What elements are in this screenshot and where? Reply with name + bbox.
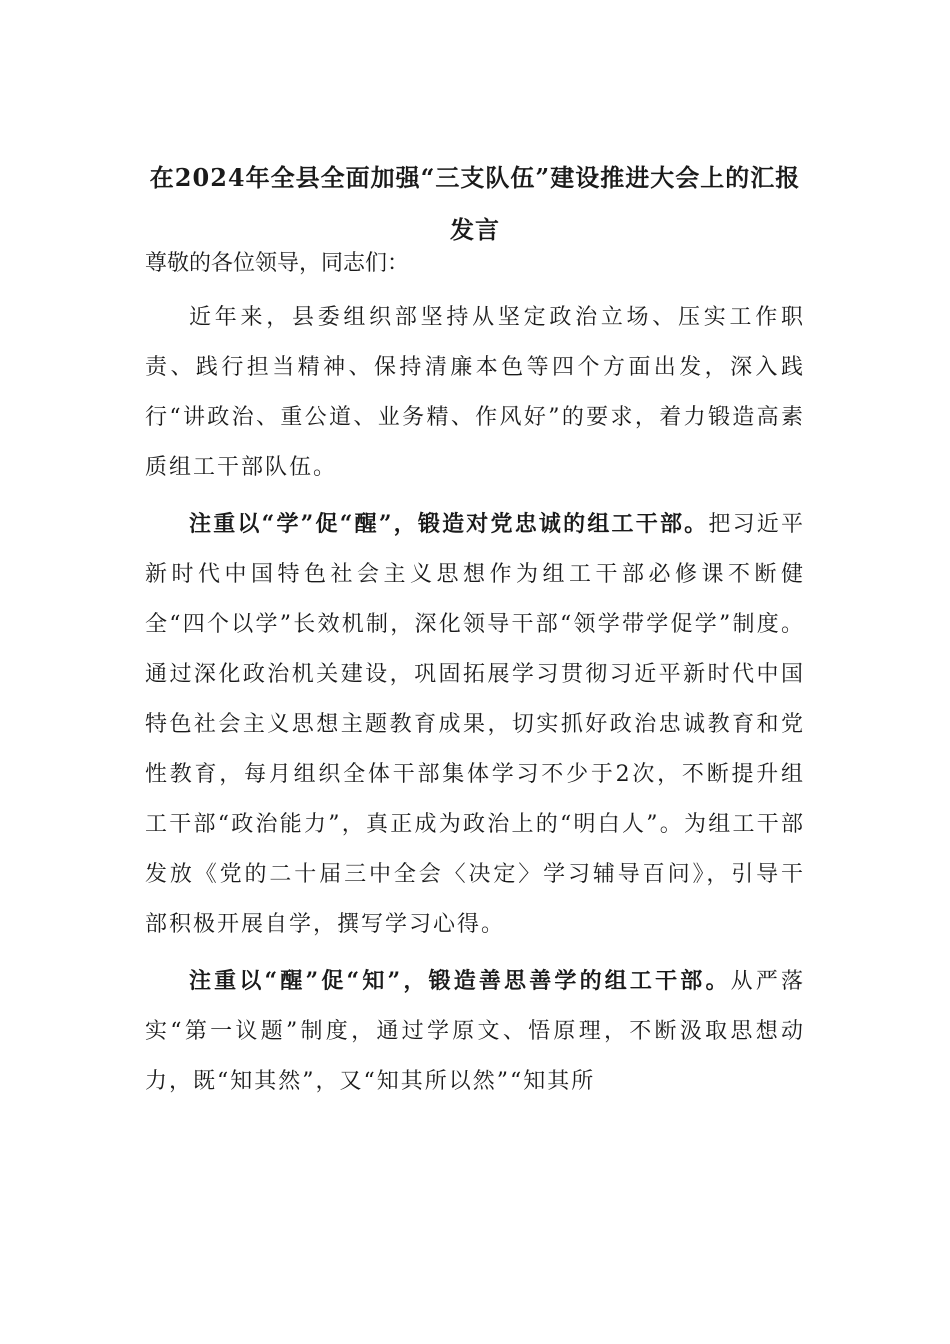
document-title: 在2024年全县全面加强“三支队伍”建设推进大会上的汇报发言 bbox=[149, 163, 801, 244]
document-body bbox=[145, 239, 805, 1107]
paragraph-section-1 bbox=[145, 499, 805, 950]
paragraph-text: 近年来，县委组织部坚持从坚定政治立场、压实工作职责、践行担当精神、保持清廉本色等四个方面出发，深入践行“讲政治、重公道、业务精、作风好”的要求，着力锻造高素质组工干部队伍。 bbox=[145, 305, 805, 480]
paragraph-intro bbox=[145, 293, 805, 493]
salutation: 尊敬的各位领导，同志们： bbox=[145, 251, 410, 276]
paragraph-lead: 注重以“醒”促“知”，锻造善思善学的组工干部。 bbox=[189, 968, 731, 994]
paragraph-text: 把习近平新时代中国特色社会主义思想作为组工干部必修课不断健全“四个以学”长效机制，深化领导干部“领学带学促学”制度。通过深化政治机关建设，巩固拓展学习贯彻习近平新时代中国特色社会主义思想主题教育成果，切实抓好政治忠诚教育和党性教育，每月组织全体干部集体学习不少于2次，不断提升组工干部“政治能力”，真正成为政治上的“明白人”。为组工干部发放《党的二十届三中全会〈决定〉学习辅导百问》，引导干部积极开展自学，撰写学习心得。 bbox=[145, 512, 805, 937]
paragraph-text: 从严落实“第一议题”制度，通过学原文、悟原理，不断汲取思想动力，既“知其然”，又“知其所以然”“知其所 bbox=[145, 969, 805, 1094]
paragraph-lead: 注重以“学”促“醒”，锻造对党忠诚的组工干部。 bbox=[189, 511, 709, 537]
paragraph-section-2 bbox=[145, 956, 805, 1107]
